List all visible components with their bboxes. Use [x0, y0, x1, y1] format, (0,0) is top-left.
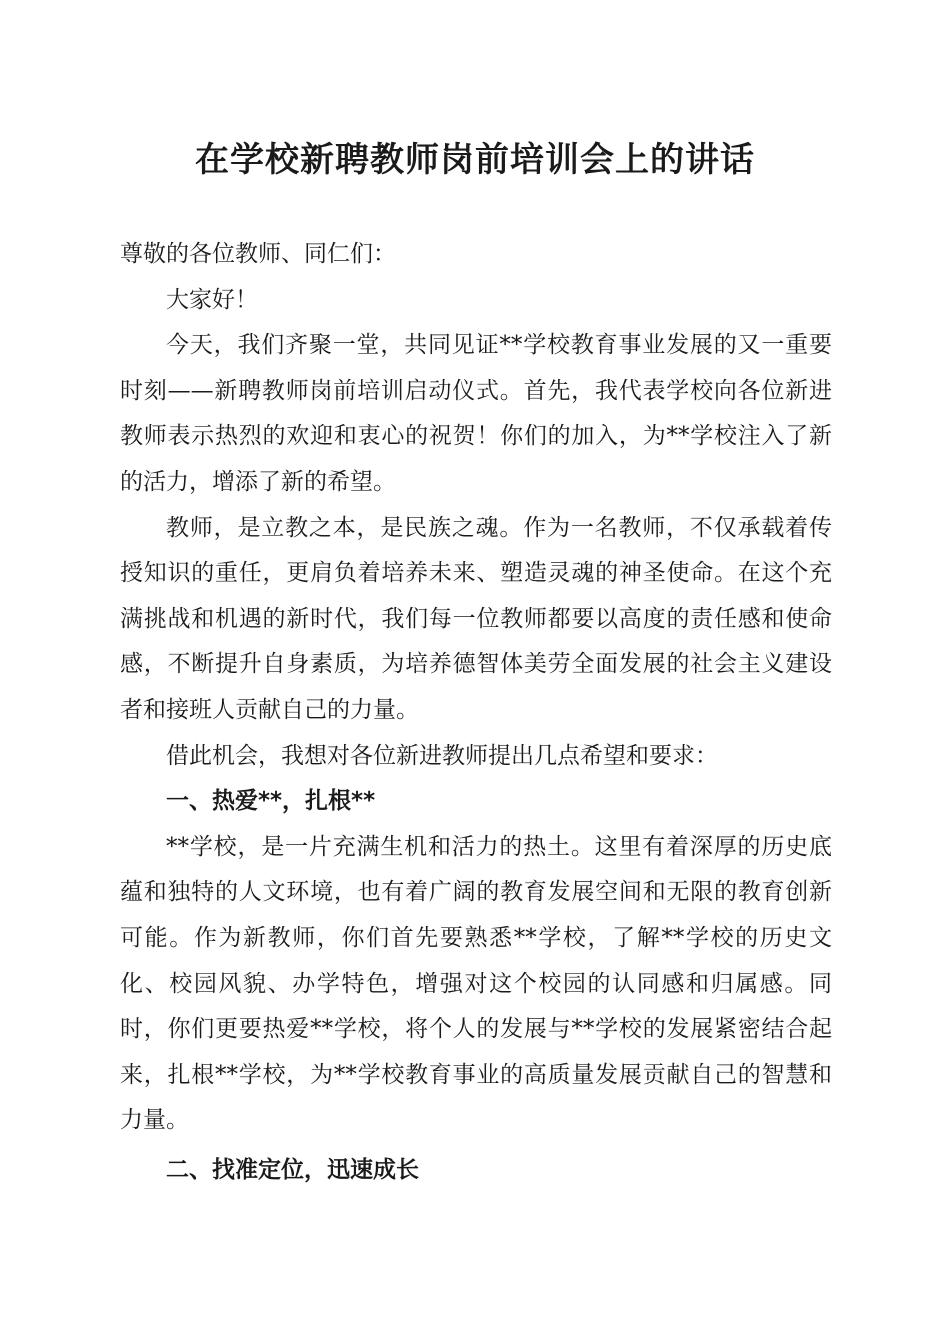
intro-paragraph-3: 借此机会，我想对各位新进教师提出几点希望和要求：: [166, 742, 718, 769]
salutation: 尊敬的各位教师、同仁们：: [120, 241, 396, 267]
section-heading-1: 一、热爱**，扎根**: [166, 788, 376, 815]
greeting: 大家好！: [166, 286, 258, 313]
section-paragraph-1: **学校，是一片充满生机和活力的热土。这里有着深厚的历史底蕴和独特的人文环境，也有着广阔的教育发展空间和无限的教育创新可能。作为新教师，你们首先要熟悉**学校，了解**学校的历史文化、校园风貌、办学特色，增强对这个校园的认同感和归属感。同时，你们更要热爱**学校，将个人的发展与**学校的发展紧密结合起来，扎根**学校，为**学校教育事业的高质量发展贡献自己的智慧和力量。: [120, 833, 832, 1134]
document-title: 在学校新聘教师岗前培训会上的讲话: [195, 140, 755, 180]
intro-paragraph-2: 教师，是立教之本，是民族之魂。作为一名教师，不仅承载着传授知识的重任，更肩负着培养未来、塑造灵魂的神圣使命。在这个充满挑战和机遇的新时代，我们每一位教师都要以高度的责任感和使命感，不断提升自身素质，为培养德智体美劳全面发展的社会主义建设者和接班人贡献自己的力量。: [120, 514, 832, 723]
section-heading-2: 二、找准定位，迅速成长: [166, 1156, 419, 1183]
intro-paragraph-1: 今天，我们齐聚一堂，共同见证**学校教育事业发展的又一重要时刻——新聘教师岗前培训启动仪式。首先，我代表学校向各位新进教师表示热烈的欢迎和衷心的祝贺！你们的加入，为**学校注入了新的活力，增添了新的希望。: [120, 332, 832, 495]
document-body: [120, 232, 832, 1193]
